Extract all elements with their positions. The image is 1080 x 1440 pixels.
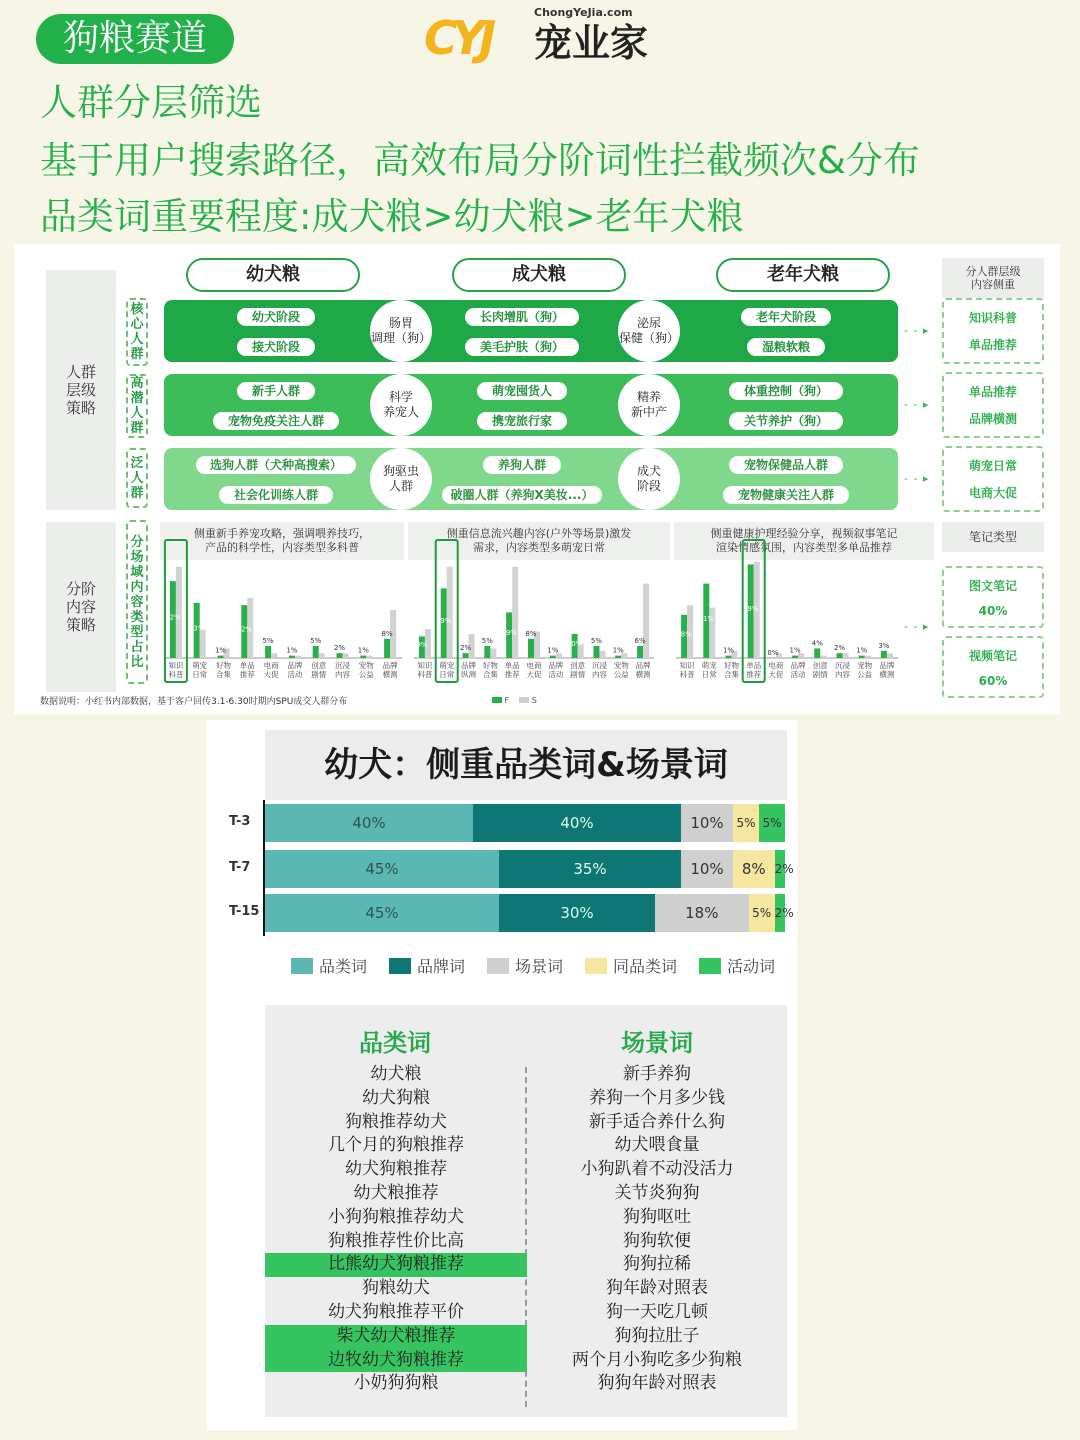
mini-bar-label: 39% xyxy=(742,605,759,614)
mini-bar-label: 1% xyxy=(856,646,868,655)
mini-cat-label: 公益 xyxy=(857,670,873,679)
strategy-panel xyxy=(14,244,1060,714)
mini-bar-s xyxy=(512,567,518,658)
senior-content-desc: 侧重健康护理经验分享，视频叙事笔记 渲染情感氛围，内容类型多单品推荐 xyxy=(674,522,934,560)
crowd-pill: 老年犬阶段 xyxy=(741,308,831,326)
keyword-box xyxy=(265,1005,787,1417)
crowd-pill: 携宠旅行家 xyxy=(477,412,567,430)
mini-bar-f xyxy=(792,656,798,658)
crowd-pill: 社会化训练人群 xyxy=(219,486,333,504)
puppy-content-desc: 侧重新手养宠攻略，强调喂养技巧， 产品的科学性，内容类型多科普 xyxy=(160,522,404,560)
crowd-focus-item: 知识科普 xyxy=(968,311,1017,325)
right-head: 分人群层级 内容侧重 xyxy=(942,258,1044,298)
mini-cat-label: 电商 xyxy=(526,661,542,670)
mini-cat-label: 内容 xyxy=(835,670,850,679)
mini-cat-label: 剧情 xyxy=(812,670,828,679)
mini-cat-label: 创意 xyxy=(812,661,828,670)
mini-cat-label: 电商 xyxy=(768,661,784,670)
stack-segment: 10% xyxy=(681,850,733,888)
adult-content-desc: 侧重信息流兴趣内容(户外等场景)激发 需求，内容类型多萌宠日常 xyxy=(408,522,670,560)
mini-cat-label: 合集 xyxy=(216,670,231,679)
scene-word-list xyxy=(527,1063,787,1396)
mini-bar-label: 2% xyxy=(833,644,846,653)
mini-bar-f xyxy=(726,656,732,658)
scene-keyword: 狗狗软便 xyxy=(623,1230,691,1251)
scene-keyword: 幼犬喂食量 xyxy=(614,1135,700,1156)
legend-s: S xyxy=(519,696,537,705)
mini-cat-label: 创意 xyxy=(570,661,586,670)
mini-cat-label: 横测 xyxy=(382,670,398,679)
mini-cat-label: 大促 xyxy=(263,670,279,679)
mini-bar-label: 10% xyxy=(566,640,583,648)
mini-cat-label: 知识 xyxy=(168,661,184,670)
mini-cat-label: 大促 xyxy=(526,670,542,679)
mini-cat-label: 横测 xyxy=(879,670,895,679)
crowd-circle: 精养 新中产 xyxy=(618,374,680,436)
video-note-label: 视频笔记 xyxy=(968,648,1017,663)
scene-keyword: 小狗趴着不动没活力 xyxy=(580,1159,734,1180)
mini-bar-s xyxy=(319,653,325,658)
crowd-focus-item: 萌宠日常 xyxy=(968,459,1017,473)
col-senior-food: 老年犬粮 xyxy=(716,258,890,292)
mini-cat-label: 合集 xyxy=(724,670,739,679)
mini-cat-label: 活动 xyxy=(790,670,806,679)
mini-bar-s xyxy=(295,656,301,658)
stack-segment: 30% xyxy=(499,894,655,932)
stack-legend-item xyxy=(291,954,367,977)
dash-arrow: - - ▸ xyxy=(904,324,930,337)
graphic-note-label: 图文笔记 xyxy=(968,578,1017,593)
mini-bar-f xyxy=(289,656,295,658)
mini-cat-label: 剧情 xyxy=(570,670,586,679)
mini-cat-label: 品牌 xyxy=(879,661,895,670)
crowd-circle: 科学 养宠人 xyxy=(370,374,432,436)
col-puppy-food: 幼犬粮 xyxy=(186,258,360,292)
logo-mark: CYJ xyxy=(424,11,491,65)
crowd-circle: 狗驱虫 人群 xyxy=(370,448,432,510)
mini-bar-f xyxy=(218,656,224,658)
mini-bar-s xyxy=(887,653,893,658)
crowd-pill: 萌宠囤货人 xyxy=(477,382,567,400)
mini-cat-label: 品牌 xyxy=(287,661,303,670)
mini-bar-label: 19% xyxy=(501,629,517,638)
mini-bar-label: 5% xyxy=(262,637,274,645)
mini-cat-label: 品牌 xyxy=(548,661,564,670)
dash-arrow: - - ▸ xyxy=(904,398,930,411)
broad-crowd-label: 泛 人 群 xyxy=(126,448,148,508)
stack-segment: 18% xyxy=(655,894,749,932)
mini-bar-s xyxy=(599,651,605,658)
category-keyword: 狗粮幼犬 xyxy=(362,1278,430,1299)
stack-segment: 45% xyxy=(265,850,499,888)
scene-keyword: 新手养狗 xyxy=(623,1064,691,1084)
mini-bar-f xyxy=(484,646,490,658)
category-keyword: 小狗狗粮推荐幼犬 xyxy=(328,1206,464,1227)
crowd-circle: 肠胃 调理（狗） xyxy=(370,300,432,362)
mini-bar-s xyxy=(447,567,453,658)
crowd-focus-item: 单品推荐 xyxy=(968,338,1017,352)
panel2-title: 幼犬：侧重品类词&场景词 xyxy=(265,730,787,800)
mini-bar-f xyxy=(859,656,865,658)
mini-bar-s xyxy=(490,648,496,658)
stack-segment: 45% xyxy=(265,894,499,932)
crowd-pill: 宠物保健品人群 xyxy=(729,456,843,474)
category-keyword: 狗粮推荐性价比高 xyxy=(328,1230,464,1251)
mini-bar-s xyxy=(343,653,349,658)
potential-crowd-label: 高 潜 人 群 xyxy=(126,374,148,438)
crowd-circle: 成犬 阶段 xyxy=(618,448,680,510)
crowd-pill: 接犬阶段 xyxy=(237,338,315,356)
crowd-pill: 养狗人群 xyxy=(483,456,561,474)
mini-cat-label: 品牌 xyxy=(461,661,477,670)
legend-label: 品牌词 xyxy=(417,957,466,976)
headline-1: 人群分层筛选 xyxy=(40,81,262,124)
mini-cat-label: 知识 xyxy=(679,661,695,670)
mini-bar-label: 1% xyxy=(547,646,559,655)
crowd-pill: 幼犬阶段 xyxy=(237,308,315,326)
headline-2: 基于用户搜索路径，高效布局分阶词性拦截频次&分布 xyxy=(40,139,920,182)
mini-bar-s xyxy=(843,653,849,658)
mini-bar-f xyxy=(593,646,599,658)
mini-bar-f xyxy=(550,656,556,658)
mini-cat-label: 日常 xyxy=(439,670,455,679)
mini-bar-label: 29% xyxy=(435,617,452,626)
mini-bar-label: 0% xyxy=(767,649,779,657)
scene-keyword: 养狗一个月多少钱 xyxy=(589,1087,725,1108)
mini-cat-label: 品牌 xyxy=(790,661,806,670)
mini-bar-label: 1% xyxy=(357,646,369,655)
mini-cat-label: 品牌 xyxy=(382,661,398,670)
legend-swatch xyxy=(291,958,313,974)
legend-swatch xyxy=(389,958,411,974)
stack-legend-item xyxy=(585,954,677,977)
content-strategy-label: 分阶 内容 策略 xyxy=(46,522,116,692)
mini-bar-label: 8% xyxy=(381,629,393,638)
mini-bar-label: 9% xyxy=(416,641,428,650)
category-keyword: 小奶狗狗粮 xyxy=(353,1373,439,1394)
video-note-share: 60% xyxy=(978,673,1008,688)
mini-cat-label: 好物 xyxy=(216,661,231,670)
category-keyword: 幼犬粮推荐 xyxy=(353,1182,439,1203)
mini-cat-label: 科普 xyxy=(679,670,695,679)
scene-keyword: 狗一天吃几顿 xyxy=(606,1301,708,1322)
mini-cat-label: 品牌 xyxy=(635,661,651,670)
mini-cat-label: 宠物 xyxy=(857,661,873,670)
crowd-circle: 泌尿 保健（狗） xyxy=(618,300,680,362)
graphic-note-share: 40% xyxy=(978,603,1008,618)
mini-bar-s xyxy=(820,656,826,658)
mini-bar-label: 1% xyxy=(789,646,801,655)
crowd-pill: 宠物健康关注人群 xyxy=(723,486,849,504)
mini-bar-label: 3% xyxy=(878,641,890,650)
mini-bar-s xyxy=(176,567,182,658)
mini-bar-s xyxy=(643,584,649,658)
keyword-panel xyxy=(207,720,797,1430)
mini-cat-label: 沉浸 xyxy=(591,661,607,670)
mini-cat-label: 横测 xyxy=(635,670,651,679)
stack-bar xyxy=(265,804,785,842)
mini-cat-label: 公益 xyxy=(613,670,629,679)
mini-cat-label: 内容 xyxy=(591,670,607,679)
mini-cat-label: 大促 xyxy=(768,670,784,679)
logo-domain: ChongYeJia.com xyxy=(534,6,633,19)
mini-bar-label: 18% xyxy=(676,630,692,639)
mini-bar-label: 1% xyxy=(722,646,735,655)
stack-segment: 40% xyxy=(473,804,681,842)
legend-f: F xyxy=(492,696,509,705)
scene-words-title: 场景词 xyxy=(621,1029,693,1057)
crowd-focus-item: 单品推荐 xyxy=(968,385,1017,399)
mini-bar-label: 31% xyxy=(698,614,715,623)
mini-cat-label: 公益 xyxy=(358,670,374,679)
legend-label: 活动词 xyxy=(727,957,776,976)
mini-bar-f xyxy=(265,646,271,658)
scene-keyword: 关节炎狗狗 xyxy=(614,1182,700,1203)
mini-bar-f xyxy=(384,639,390,658)
mini-bar-f xyxy=(615,656,621,658)
mini-bar-f xyxy=(360,656,366,658)
stack-row-label: T-7 xyxy=(229,860,251,875)
mini-cat-label: 沉浸 xyxy=(835,661,850,670)
scene-keyword: 狗狗呕吐 xyxy=(623,1206,691,1227)
mini-bar-f xyxy=(814,648,820,658)
legend-label: 品类词 xyxy=(319,957,368,976)
mini-cat-label: 萌宠 xyxy=(192,661,208,670)
mini-bar-label: 4% xyxy=(811,639,823,648)
crowd-pill: 美毛护肤（狗） xyxy=(465,338,579,356)
mini-cat-label: 知识 xyxy=(417,661,433,670)
category-keyword: 比熊幼犬狗粮推荐 xyxy=(265,1253,527,1277)
stack-segment: 2% xyxy=(775,850,785,888)
mini-cat-label: 单品 xyxy=(504,661,520,670)
crowd-pill: 选狗人群（犬种高搜索） xyxy=(196,456,356,474)
headline-3: 品类词重要程度:成犬粮>幼犬粮>老年犬粮 xyxy=(40,195,744,238)
mini-cat-label: 宠物 xyxy=(613,661,629,670)
legend-swatch xyxy=(487,958,509,974)
mini-bar-label: 2% xyxy=(459,644,472,653)
category-keyword: 幼犬狗粮 xyxy=(362,1087,430,1108)
mini-bar-f xyxy=(528,639,534,658)
legend-label: 同品类词 xyxy=(613,957,678,976)
stack-bar xyxy=(265,850,794,888)
crowd-pill: 湿粮软粮 xyxy=(747,338,825,356)
mini-cat-label: 萌宠 xyxy=(701,661,717,670)
stack-legend-item xyxy=(487,954,563,977)
scene-keyword: 狗狗拉肚子 xyxy=(614,1325,700,1346)
mini-bar-label: 1% xyxy=(286,646,298,655)
category-tag: 狗粮赛道 xyxy=(36,14,234,64)
crowd-pill: 长肉增肌（狗） xyxy=(465,308,579,326)
mini-bar-f xyxy=(337,653,343,658)
stack-segment: 8% xyxy=(733,850,775,888)
mini-cat-label: 日常 xyxy=(701,670,717,679)
mini-cat-label: 合集 xyxy=(482,670,498,679)
dash-arrow: - - ▸ xyxy=(904,620,930,633)
legend-swatch xyxy=(699,958,721,974)
note-type-label: 笔记类型 xyxy=(942,522,1044,552)
mini-cat-label: 单品 xyxy=(746,661,762,670)
mini-bar-s xyxy=(200,629,206,658)
mini-cat-label: 活动 xyxy=(548,670,564,679)
content-type-share-label: 分 场 域 内 容 类 型 占 比 xyxy=(126,520,148,684)
dash-arrow: - - ▸ xyxy=(904,472,930,485)
mini-cat-label: 科普 xyxy=(417,670,433,679)
mini-bar-f xyxy=(881,651,887,658)
mini-bar-label: 5% xyxy=(310,637,322,645)
stack-segment: 10% xyxy=(681,804,733,842)
mini-bar-label: 1% xyxy=(214,646,227,655)
mini-cat-label: 单品 xyxy=(239,661,255,670)
data-source-note: 数据说明：小红书内部数据，基于客户回传3.1-6.30时期内SPU成交人群分布 xyxy=(40,697,348,707)
mini-cat-label: 科普 xyxy=(168,670,184,679)
category-keyword: 柴犬幼犬粮推荐 xyxy=(265,1325,527,1349)
logo-name: 宠业家 xyxy=(534,21,649,65)
category-keyword: 幼犬狗粮推荐 xyxy=(345,1159,447,1180)
crowd-focus-item: 品牌横测 xyxy=(968,412,1017,426)
category-keyword: 幼犬粮 xyxy=(370,1064,422,1084)
crowd-strategy-label: 人群 层级 策略 xyxy=(46,270,116,510)
stack-segment: 2% xyxy=(775,894,785,932)
stack-segment: 5% xyxy=(759,804,785,842)
mini-cat-label: 创意 xyxy=(311,661,327,670)
stack-segment: 40% xyxy=(265,804,473,842)
mini-cat-label: 纵测 xyxy=(461,670,477,679)
crowd-pill: 体重控制（狗） xyxy=(729,382,843,400)
brand-logo xyxy=(424,6,674,66)
mini-cat-label: 推荐 xyxy=(239,670,255,679)
mini-bar-label: 22% xyxy=(236,625,253,634)
category-keyword: 狗粮推荐幼犬 xyxy=(345,1111,447,1132)
scene-keyword: 狗年龄对照表 xyxy=(606,1278,708,1299)
core-crowd-label: 核 心 人 群 xyxy=(126,298,148,366)
col-adult-food: 成犬粮 xyxy=(452,258,626,292)
mini-cat-label: 推荐 xyxy=(746,670,762,679)
mini-cat-label: 沉浸 xyxy=(335,661,350,670)
mini-bar-f xyxy=(313,646,319,658)
stack-segment: 5% xyxy=(749,894,775,932)
mini-bar-label: 8% xyxy=(525,629,537,638)
legend-label: 场景词 xyxy=(515,957,564,976)
mini-cat-label: 活动 xyxy=(287,670,303,679)
mini-cat-label: 宠物 xyxy=(358,661,374,670)
scene-keyword: 两个月小狗吃多少狗粮 xyxy=(572,1349,742,1370)
mini-cat-label: 推荐 xyxy=(504,670,520,679)
category-keyword: 几个月的狗粮推荐 xyxy=(328,1135,464,1156)
stack-segment: 5% xyxy=(733,804,759,842)
category-word-list xyxy=(265,1063,527,1396)
mini-cat-label: 电商 xyxy=(263,661,279,670)
mini-cat-label: 好物 xyxy=(482,661,498,670)
mini-cat-label: 内容 xyxy=(335,670,350,679)
mini-legend xyxy=(492,696,537,705)
crowd-pill: 破圈人群（养狗X美妆...） xyxy=(442,486,602,504)
mini-bar-f xyxy=(837,653,843,658)
scene-keyword: 新手适合养什么狗 xyxy=(589,1111,725,1132)
stack-segment: 35% xyxy=(499,850,681,888)
mini-bar-s xyxy=(366,656,372,658)
stack-row-label: T-3 xyxy=(229,814,251,829)
stack-bar xyxy=(265,894,794,932)
legend-swatch xyxy=(585,958,607,974)
mini-cat-label: 好物 xyxy=(724,661,739,670)
mini-cat-label: 萌宠 xyxy=(439,661,455,670)
mini-bar-s xyxy=(271,653,277,658)
category-keyword: 边牧幼犬狗粮推荐 xyxy=(265,1349,527,1373)
mini-bar-label: 1% xyxy=(612,646,624,655)
mini-bar-f xyxy=(637,646,643,658)
mini-bar-label: 6% xyxy=(634,637,646,645)
stack-legend-item xyxy=(699,954,775,977)
category-keyword: 幼犬狗粮推荐平价 xyxy=(328,1301,464,1322)
mini-bar-label: 32% xyxy=(165,613,181,622)
mini-bar-label: 5% xyxy=(590,637,603,645)
scene-keyword: 狗狗年龄对照表 xyxy=(597,1373,717,1394)
crowd-pill: 新手人群 xyxy=(237,382,315,400)
mini-bar-s xyxy=(865,656,871,658)
crowd-pill: 宠物免疫关注人群 xyxy=(213,412,339,430)
mini-cat-label: 剧情 xyxy=(311,670,327,679)
mini-bar-f xyxy=(463,653,469,658)
scene-keyword: 狗狗拉稀 xyxy=(623,1254,691,1275)
crowd-focus-item: 电商大促 xyxy=(968,486,1017,500)
content-share-charts xyxy=(14,244,1060,714)
mini-bar-label: 2% xyxy=(333,644,346,653)
mini-bar-label: 5% xyxy=(481,637,493,645)
crowd-pill: 关节养护（狗） xyxy=(729,412,843,430)
stack-legend-item xyxy=(389,954,465,977)
stack-legend xyxy=(291,954,797,977)
category-words-title: 品类词 xyxy=(359,1029,431,1057)
mini-cat-label: 日常 xyxy=(192,670,208,679)
stack-row-label: T-15 xyxy=(229,904,260,919)
mini-bar-label: 23% xyxy=(188,624,205,633)
